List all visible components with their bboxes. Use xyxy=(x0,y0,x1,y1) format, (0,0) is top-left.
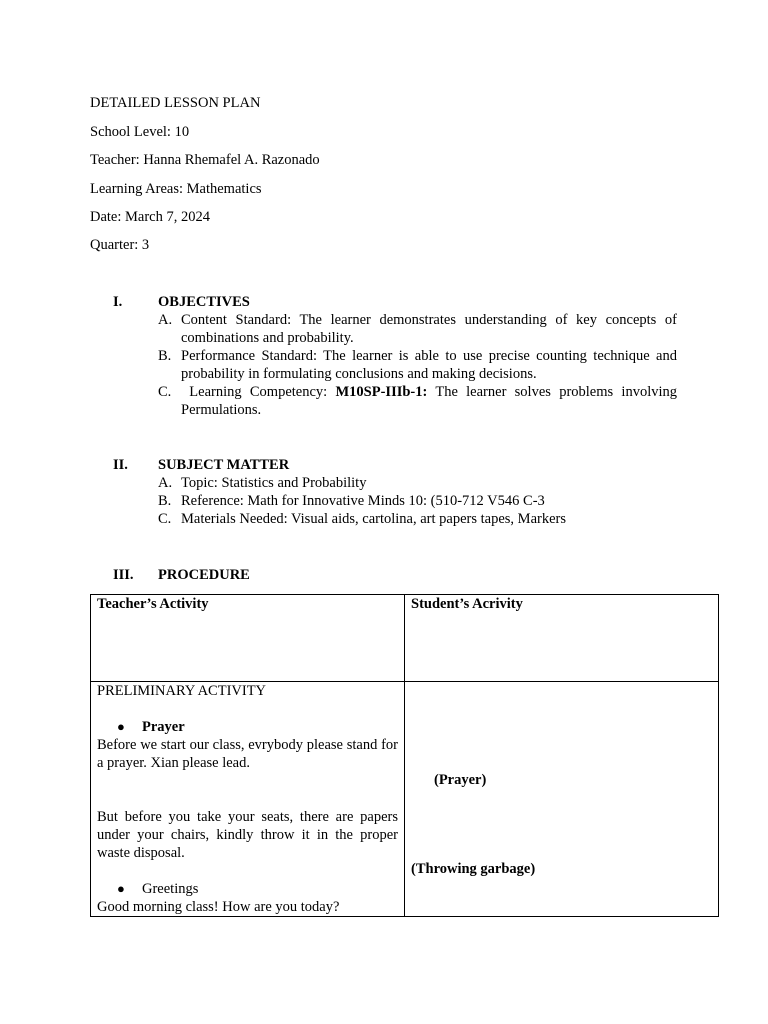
list-item: C. Materials Needed: Visual aids, cartolina, art papers tapes, Markers xyxy=(158,511,566,527)
seats-instruction: But before you take your seats, there are papers under your chairs, kindly throw it in the proper waste disposal. xyxy=(97,809,398,861)
objectives-title: OBJECTIVES xyxy=(158,294,250,310)
prayer-instruction: Before we start our class, evrybody please stand for a prayer. Xian please lead. xyxy=(97,737,398,771)
procedure-heading: III. PROCEDURE xyxy=(113,567,250,583)
teacher-activity-header: Teacher’s Activity xyxy=(91,595,405,682)
student-activity-cell xyxy=(405,682,719,917)
objectives-heading xyxy=(113,293,250,311)
list-item: B. Performance Standard: The learner is able to use precise counting technique and probability in formulating conclusions and making decisions. xyxy=(158,348,677,382)
garbage-response: (Throwing garbage) xyxy=(411,861,536,877)
quarter: Quarter: 3 xyxy=(90,237,150,253)
lesson-date: Date: March 7, 2024 xyxy=(90,209,210,225)
prayer-response: (Prayer) xyxy=(434,772,487,788)
prayer-bullet: ● Prayer xyxy=(117,719,185,735)
teacher-name: Teacher: Hanna Rhemafel A. Razonado xyxy=(90,152,320,168)
competency-code: M10SP-IIIb-1: xyxy=(335,384,428,400)
table-header-row xyxy=(91,595,719,682)
preliminary-activity-label: PRELIMINARY ACTIVITY xyxy=(97,683,267,699)
list-item: A. Topic: Statistics and Probability xyxy=(158,475,367,491)
bullet-icon: ● xyxy=(117,881,125,896)
doc-title: DETAILED LESSON PLAN xyxy=(90,95,261,111)
greetings-text: Good morning class! How are you today? xyxy=(97,899,340,915)
list-item: A. Content Standard: The learner demonstrates understanding of key concepts of combinations and probability. xyxy=(158,312,677,346)
learning-areas: Learning Areas: Mathematics xyxy=(90,181,262,197)
list-item: B. Reference: Math for Innovative Minds 10: (510-712 V546 C-3 xyxy=(158,493,545,509)
subject-matter-heading: II. SUBJECT MATTER xyxy=(113,457,290,473)
objectives-number: I. xyxy=(113,294,123,310)
table-row xyxy=(91,682,719,917)
objectives-list xyxy=(158,311,677,419)
student-activity-header: Student’s Acrivity xyxy=(405,595,719,682)
bullet-icon: ● xyxy=(117,719,125,734)
teacher-activity-cell xyxy=(91,682,405,917)
school-level: School Level: 10 xyxy=(90,124,190,140)
greetings-bullet: ● Greetings xyxy=(117,881,199,897)
procedure-table xyxy=(90,594,719,917)
subject-matter-list xyxy=(158,474,677,528)
list-item: C. Learning Competency: M10SP-IIIb-1: The learner solves problems involving Permulations. xyxy=(158,384,678,418)
